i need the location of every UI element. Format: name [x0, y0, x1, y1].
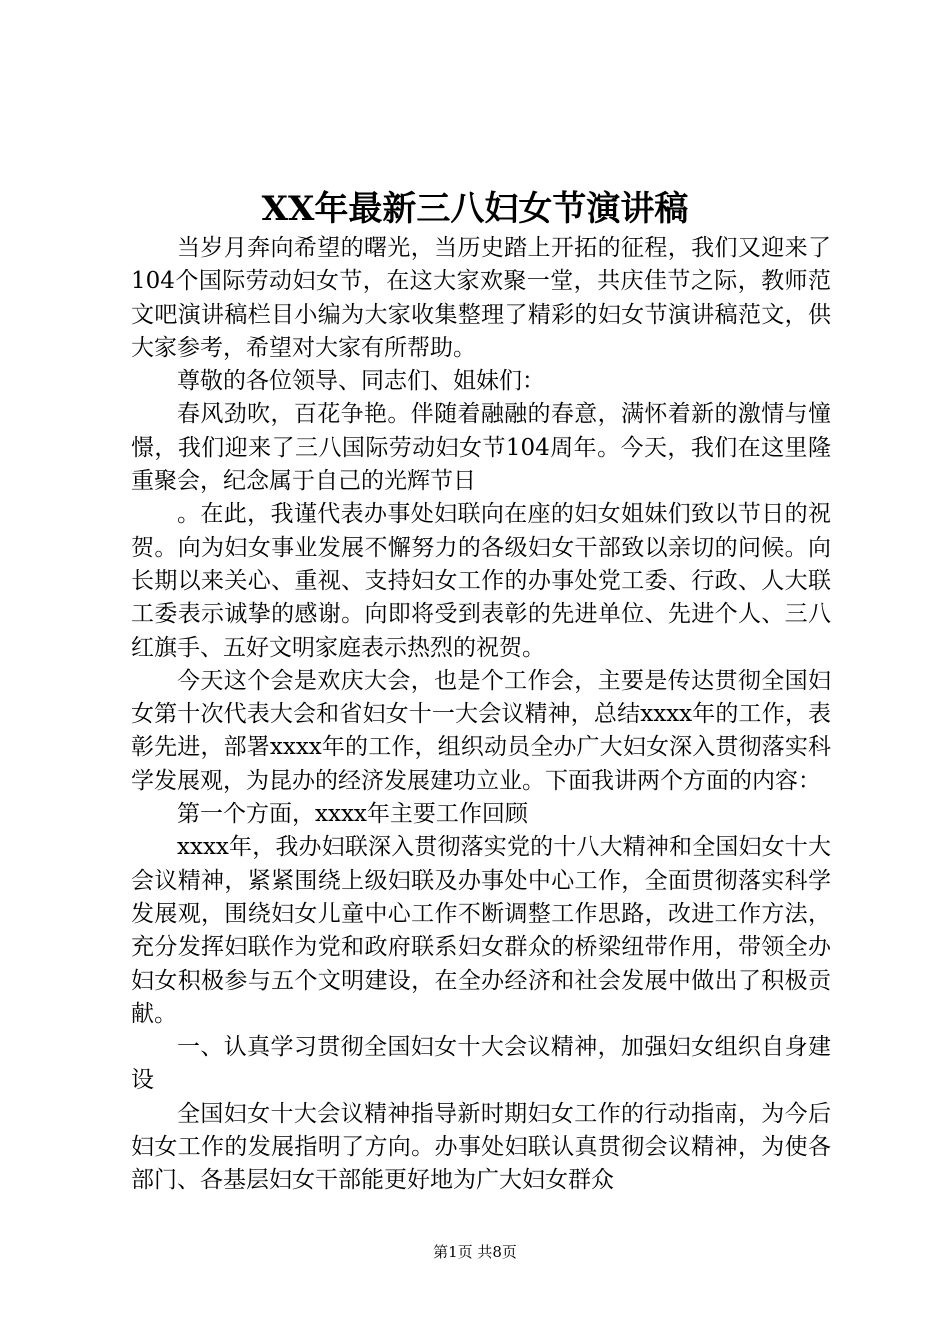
paragraph: 春风劲吹，百花争艳。伴随着融融的春意，满怀着新的激情与憧憬，我们迎来了三八国际劳动妇女节104周年。今天，我们在这里隆重聚会，纪念属于自己的光辉节日 — [131, 401, 831, 495]
paragraph: 当岁月奔向希望的曙光，当历史踏上开拓的征程，我们又迎来了104个国际劳动妇女节，在这大家欢聚一堂，共庆佳节之际，教师范文吧演讲稿栏目小编为大家收集整理了精彩的妇女节演讲稿范文，供大家参考，希望对大家有所帮助。 — [131, 235, 831, 361]
page-footer: 第1页 共8页 — [433, 1243, 517, 1261]
paragraph: 今天这个会是欢庆大会，也是个工作会，主要是传达贯彻全国妇女第十次代表大会和省妇女十一大会议精神，总结xxxx年的工作，表彰先进，部署xxxx年的工作，组织动员全办广大妇女深入贯彻落实科学发展观，为昆办的经济发展建功立业。下面我讲两个方面的内容： — [131, 667, 831, 794]
document-body — [131, 232, 831, 1198]
paragraph: xxxx年，我办妇联深入贯彻落实党的十八大精神和全国妇女十大会议精神，紧紧围绕上级妇联及办事处中心工作，全面贯彻落实科学发展观，围绕妇女儿童中心工作不断调整工作思路，改进工作方法，充分发挥妇联作为党和政府联系妇女群众的桥梁纽带作用，带领全办妇女积极参与五个文明建设，在全办经济和社会发展中做出了积极贡献。 — [131, 834, 831, 1027]
paragraph: 。在此，我谨代表办事处妇联向在座的妇女姐妹们致以节日的祝贺。向为妇女事业发展不懈努力的各级妇女干部致以亲切的问候。向长期以来关心、重视、支持妇女工作的办事处党工委、行政、人大联工委表示诚挚的感谢。向即将受到表彰的先进单位、先进个人、三八红旗手、五好文明家庭表示热烈的祝贺。 — [131, 501, 831, 661]
document-title: XX年最新三八妇女节演讲稿 — [261, 189, 689, 229]
paragraph: 一、认真学习贯彻全国妇女十大会议精神，加强妇女组织自身建设 — [131, 1034, 831, 1094]
paragraph: 全国妇女十大会议精神指导新时期妇女工作的行动指南，为今后妇女工作的发展指明了方向。办事处妇联认真贯彻会议精神，为使各部门、各基层妇女干部能更好地为广大妇女群众 — [131, 1100, 831, 1194]
paragraph: 尊敬的各位领导、同志们、姐妹们： — [177, 368, 545, 395]
paragraph: 第一个方面，xxxx年主要工作回顾 — [177, 801, 528, 828]
